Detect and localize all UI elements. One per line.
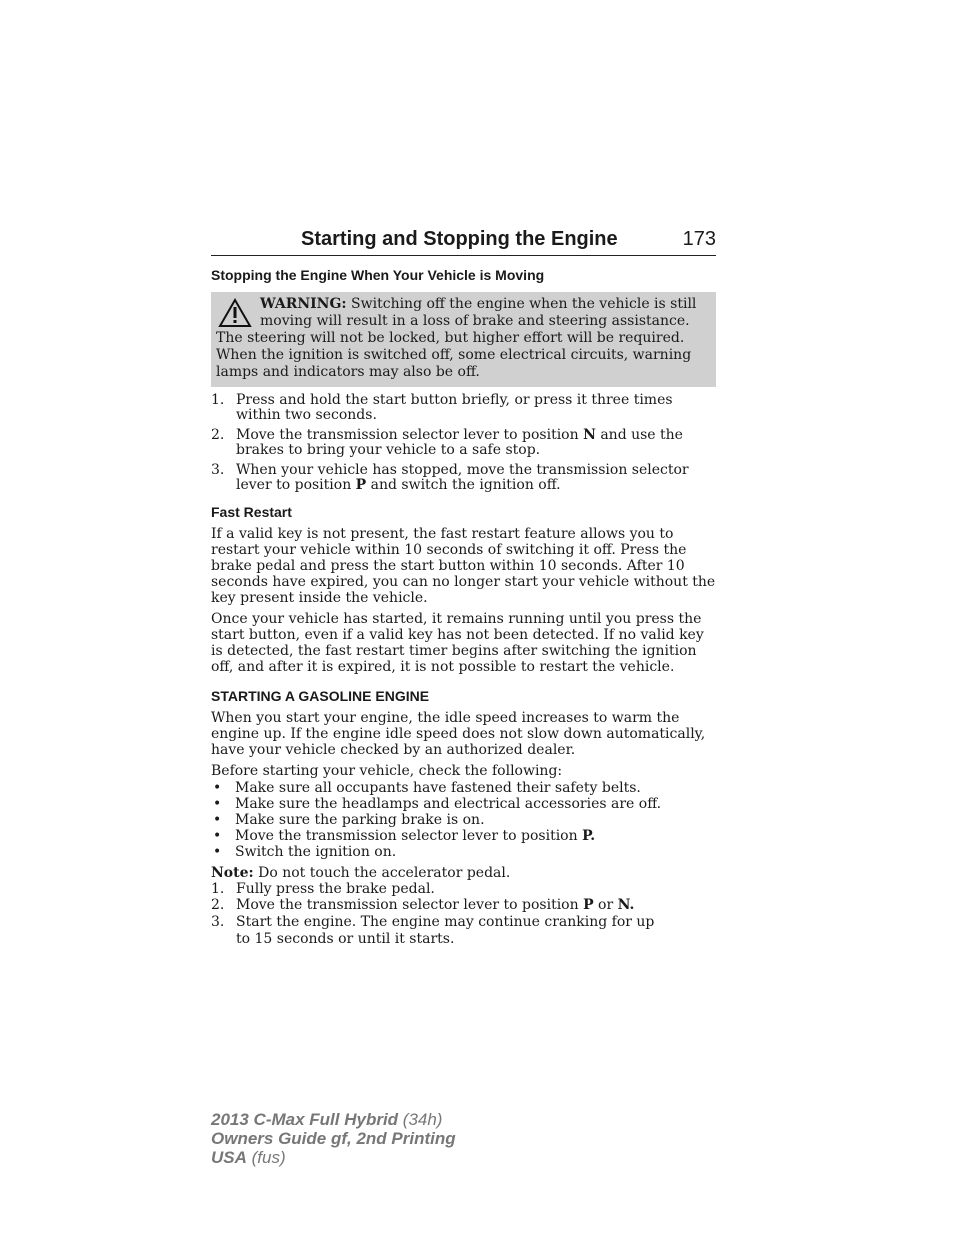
footer-line: 2013 C-Max Full Hybrid (34h): [211, 1110, 443, 1129]
section-heading-fast-restart: Fast Restart: [211, 504, 292, 520]
checklist: [211, 780, 716, 860]
warning-label: WARNING:: [260, 296, 347, 312]
paragraph: If a valid key is not present, the fast restart feature allows you to restart your vehicle within 10 seconds of switching it off. Press the brake pedal and press the start button within 10 seconds. After 10 seconds have expired, you can no longer start your vehicle without the key present inside the vehicle.: [211, 526, 716, 606]
list-item: • Make sure all occupants have fastened their safety belts.: [213, 780, 641, 796]
footer-line: USA (fus): [211, 1148, 286, 1167]
list-item: • Make sure the parking brake is on.: [213, 812, 485, 828]
warning-text: Switching off the engine when the vehicle is still moving will result in a loss of brake and steering assistance. The steering will not be locked, but higher effort will be required. When the ignition is switched off, some electrical circuits, warning lamps and indicators may also be off.: [216, 296, 697, 380]
note-label: Note:: [211, 865, 254, 881]
list-item: 1. Fully press the brake pedal.: [211, 881, 435, 897]
page-header: [211, 228, 716, 256]
list-item: • Switch the ignition on.: [213, 844, 397, 860]
starting-steps: [211, 882, 716, 948]
warning-triangle-icon: [218, 298, 252, 328]
warning-box: [211, 292, 716, 387]
paragraph: Once your vehicle has started, it remains running until you press the start button, even if a valid key has not been detected. If no valid key is detected, the fast restart timer begins after switching the ignition off, and after it is expired, it is not possible to restart the vehicle.: [211, 611, 704, 675]
list-item: 1. Press and hold the start button briefly, or press it three times within two seconds.: [211, 392, 673, 423]
manual-page: [211, 228, 716, 952]
section-heading-stopping: Stopping the Engine When Your Vehicle is Moving: [211, 267, 545, 283]
list-item: • Move the transmission selector lever to position P.: [213, 828, 596, 844]
section-heading-gasoline: STARTING A GASOLINE ENGINE: [211, 688, 430, 704]
list-item: 3. When your vehicle has stopped, move the transmission selector lever to position P and switch the ignition off.: [211, 462, 689, 493]
list-item: 2. Move the transmission selector lever to position N and use the brakes to bring your vehicle to a safe stop.: [211, 427, 683, 458]
list-item: • Make sure the headlamps and electrical accessories are off.: [213, 796, 662, 812]
note: Note: Do not touch the accelerator pedal.: [211, 865, 511, 881]
paragraph: When you start your engine, the idle speed increases to warm the engine up. If the engine idle speed does not slow down automatically, have your vehicle checked by an authorized dealer.: [211, 710, 706, 758]
page-number: 173: [682, 228, 716, 250]
footer-line: Owners Guide gf, 2nd Printing: [211, 1129, 456, 1148]
page-title: Starting and Stopping the Engine: [301, 228, 618, 250]
list-item: 2. Move the transmission selector lever to position P or N.: [211, 897, 635, 913]
paragraph: Before starting your vehicle, check the following:: [211, 763, 563, 779]
list-item: 3. Start the engine. The engine may continue cranking for up to 15 seconds or until it starts.: [211, 914, 655, 947]
page-footer: [211, 1110, 456, 1167]
stopping-steps: [211, 393, 716, 493]
